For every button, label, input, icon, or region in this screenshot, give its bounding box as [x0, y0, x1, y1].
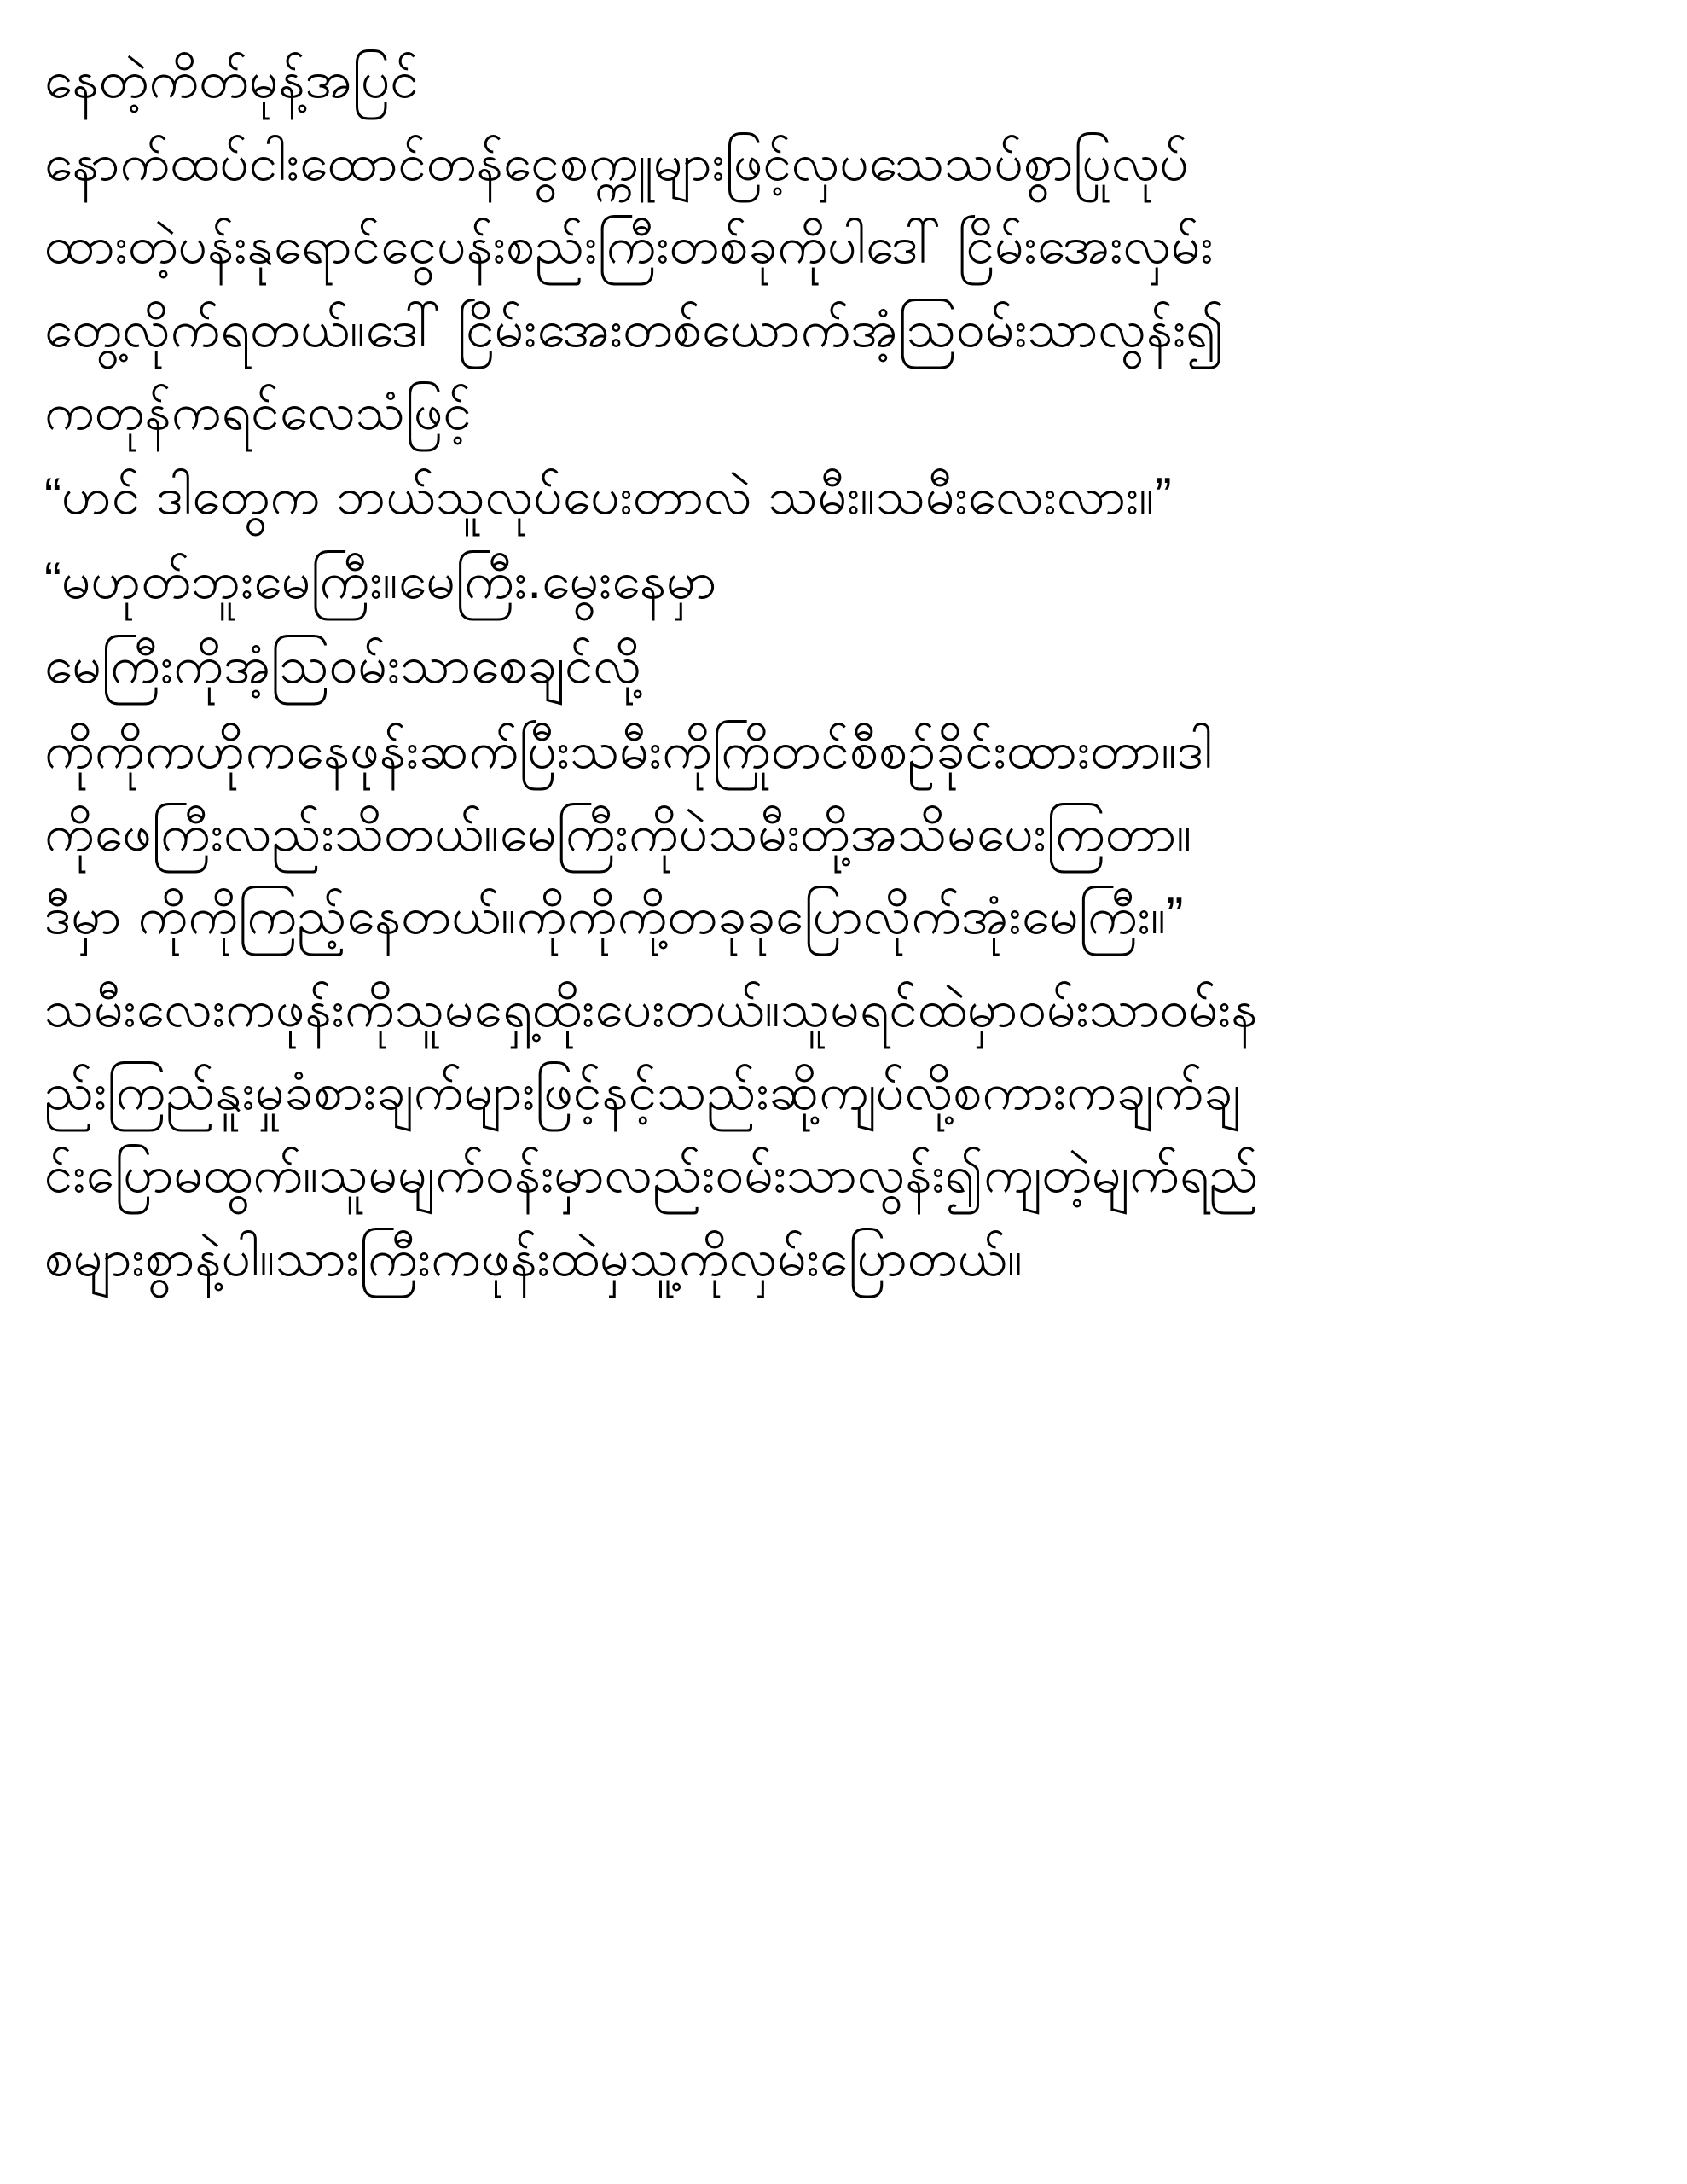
paragraph-line-12: သမီးလေးကဖုန်းကိုသူမရှေ့ထိုးပေးတယ်။သူမရင်ထဲမှာဝမ်းသာဝမ်းန [44, 980, 1258, 1038]
paragraph-line-10: ကိုဖေကြီးလည်းသိတယ်။မေကြီးကိုပဲသမီးတို့အသိမပေးကြတာ။ [44, 804, 1192, 862]
paragraph-line-8: မေကြီးကိုအံ့သြဝမ်းသာစေချင်လို့ [44, 636, 642, 694]
document-text-body [44, 41, 1643, 1297]
paragraph-line-2: နောက်ထပ်ငါးထောင်တန်ငွေစက္ကူများဖြင့်လှပသေသပ်စွာပြုလုပ် [44, 134, 1189, 192]
paragraph-line-5: ကတုန်ကရင်လေသံဖြင့် [44, 382, 472, 440]
paragraph-line-11: ဒီမှာ ကိုကိုကြည့်နေတယ်။ကိုကိုကို့တခုခုပြောလိုက်အုံးမေကြီး။” [44, 886, 1184, 944]
paragraph-line-14: င်းပြောမထွက်။သူမမျက်ဝန်းမှာလည်းဝမ်းသာလွန်း၍ကျတဲ့မျက်ရည် [44, 1146, 1259, 1204]
paragraph-line-7: “မဟုတ်ဘူးမေကြီး။မေကြီး.မွေးနေမှာ [44, 552, 717, 610]
paragraph-line-3: ထားတဲ့ပန်းနုရောင်ငွေပန်းစည်းကြီးတစ်ခုကိုပါဒေါ် ငြိမ်းအေးလှမ်း [44, 217, 1214, 275]
paragraph-line-6: “ဟင် ဒါတွေက ဘယ်သူလုပ်ပေးတာလဲ သမီး။သမီးလေးလား။” [44, 467, 1172, 525]
paragraph-line-9: ကိုကိုကဟိုကနေဖုန်းဆက်ပြီးသမီးကိုကြိုတင်စီစဉ်ခိုင်းထားတာ။ဒါ [44, 721, 1213, 779]
paragraph-line-4: တွေ့လိုက်ရတယ်။ဒေါ် ငြိမ်းအေးတစ်ယောက်အံ့သြဝမ်းသာလွန်း၍ [44, 299, 1225, 357]
paragraph-line-15: စများစွာနဲ့ပါ။သားကြီးကဖုန်းထဲမှသူ့ကိုလှမ်းပြောတယ်။ [44, 1228, 1023, 1287]
paragraph-line-1: နေတဲ့ကိတ်မုန့်အပြင် [44, 51, 419, 108]
paragraph-line-13: ည်းကြည်နူးမှုခံစားချက်များဖြင့်နင့်သည်းဆို့ကျပ်လို့စကားကချက်ချ [44, 1063, 1241, 1121]
